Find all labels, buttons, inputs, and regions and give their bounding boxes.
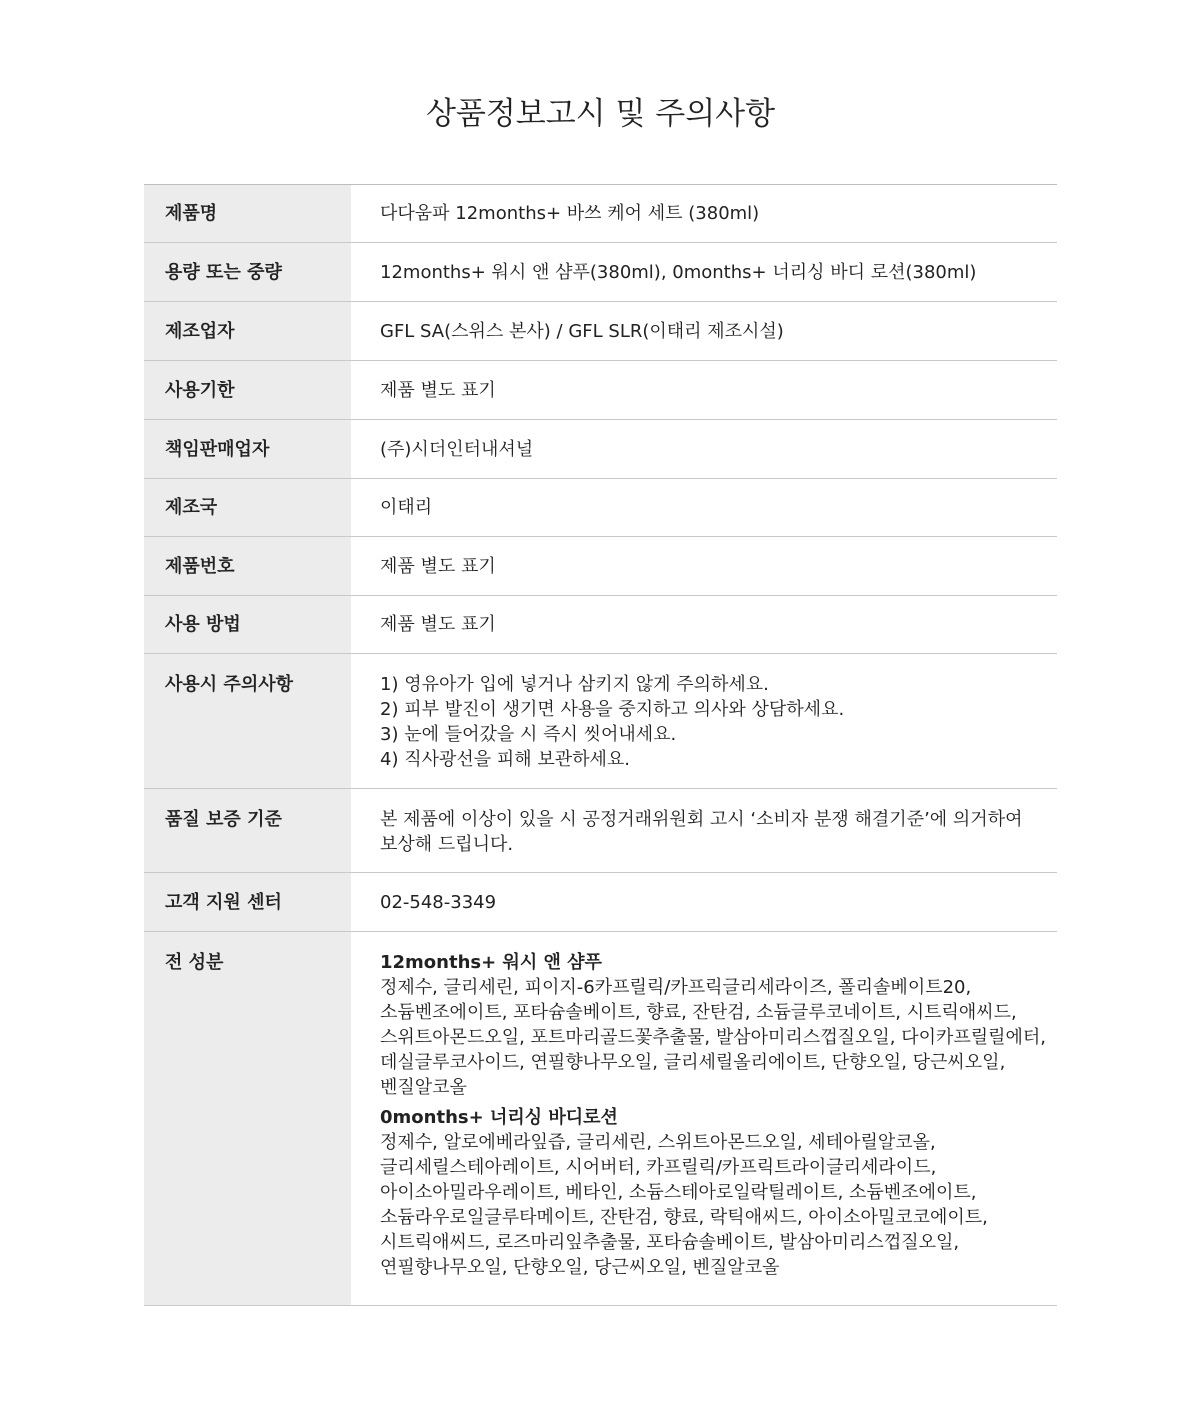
ingredient-line: 아이소아밀라우레이트, 베타인, 소듐스테아로일락틸레이트, 소듐벤조에이트, bbox=[380, 1182, 977, 1203]
info-row-expiry bbox=[144, 361, 1057, 420]
info-label: 사용시 주의사항 bbox=[144, 654, 351, 788]
page-title: 상품정보고시 및 주의사항 bbox=[425, 96, 776, 132]
info-row-country bbox=[144, 479, 1057, 537]
info-value: GFL SA(스위스 본사) / GFL SLR(이태리 제조시설) bbox=[380, 320, 784, 342]
info-row-product-name bbox=[144, 185, 1057, 243]
info-row-distributor bbox=[144, 420, 1057, 479]
info-label: 제조업자 bbox=[144, 302, 351, 360]
ingredient-product-name: 12months+ 워시 앤 샴푸 bbox=[380, 952, 602, 973]
info-label: 제품명 bbox=[144, 185, 351, 242]
support-phone: 02-548-3349 bbox=[380, 891, 497, 913]
ingredient-line: 정제수, 글리세린, 피이지-6카프릴릭/카프릭글리세라이즈, 폴리솔베이트20, bbox=[380, 977, 972, 998]
quality-line: 보상해 드립니다. bbox=[380, 834, 514, 855]
info-label: 사용 방법 bbox=[144, 596, 351, 653]
info-row-usage bbox=[144, 596, 1057, 654]
ingredient-line: 소듐라우로일글루타메이트, 잔탄검, 향료, 락틱애씨드, 아이소아밀코코에이트, bbox=[380, 1207, 988, 1228]
info-row-capacity bbox=[144, 243, 1057, 302]
ingredient-product-name: 0months+ 너리싱 바디로션 bbox=[380, 1107, 618, 1128]
ingredients-list bbox=[351, 932, 1057, 1305]
ingredient-line: 시트릭애씨드, 로즈마리잎추출물, 포타슘솔베이트, 발삼아미리스껍질오일, bbox=[380, 1232, 960, 1253]
ingredient-line: 소듐벤조에이트, 포타슘솔베이트, 향료, 잔탄검, 소듐글루코네이트, 시트릭애씨드, bbox=[380, 1002, 1017, 1023]
info-row-product-number bbox=[144, 537, 1057, 596]
info-label: 고객 지원 센터 bbox=[144, 873, 351, 931]
ingredient-line: 데실글루코사이드, 연필향나무오일, 글리세릴올리에이트, 단향오일, 당근씨오일, bbox=[380, 1052, 1006, 1073]
info-value: 다다움파 12months+ 바쓰 케어 세트 (380ml) bbox=[380, 203, 760, 224]
info-value: 제품 별도 표기 bbox=[380, 614, 496, 635]
info-row-ingredients bbox=[144, 932, 1057, 1306]
caution-line: 3) 눈에 들어갔을 시 즉시 씻어내세요. bbox=[380, 724, 677, 745]
ingredient-line: 연필향나무오일, 단향오일, 당근씨오일, 벤질알코올 bbox=[380, 1257, 780, 1278]
quality-line: 본 제품에 이상이 있을 시 공정거래위원회 고시 ‘소비자 분쟁 해결기준’에 의거하여 bbox=[380, 809, 1023, 830]
caution-line: 4) 직사광선을 피해 보관하세요. bbox=[380, 749, 631, 770]
info-row-support bbox=[144, 873, 1057, 932]
info-value: (주)시더인터내셔널 bbox=[380, 438, 534, 460]
info-label: 제품번호 bbox=[144, 537, 351, 595]
caution-line: 1) 영유아가 입에 넣거나 삼키지 않게 주의하세요. bbox=[380, 674, 769, 695]
info-value: 12months+ 워시 앤 샴푸(380ml), 0months+ 너리싱 바디 로션(380ml) bbox=[380, 261, 977, 283]
quality-text bbox=[351, 789, 1057, 872]
info-value: 제품 별도 표기 bbox=[380, 379, 496, 401]
ingredient-line: 정제수, 알로에베라잎즙, 글리세린, 스위트아몬드오일, 세테아릴알코올, bbox=[380, 1132, 936, 1153]
cautions-list bbox=[351, 654, 1057, 788]
info-label: 책임판매업자 bbox=[144, 420, 351, 478]
info-value: 이태리 bbox=[380, 497, 433, 518]
ingredient-line: 벤질알코올 bbox=[380, 1077, 467, 1098]
info-label: 제조국 bbox=[144, 479, 351, 536]
ingredient-block bbox=[380, 1105, 1047, 1280]
ingredient-line: 글리세릴스테아레이트, 시어버터, 카프릴릭/카프릭트라이글리세라이드, bbox=[380, 1157, 937, 1178]
info-label: 용량 또는 중량 bbox=[144, 243, 351, 301]
info-row-manufacturer bbox=[144, 302, 1057, 361]
ingredient-line: 스위트아몬드오일, 포트마리골드꽃추출물, 발삼아미리스껍질오일, 다이카프릴릴에터, bbox=[380, 1027, 1047, 1048]
info-label: 사용기한 bbox=[144, 361, 351, 419]
info-row-cautions bbox=[144, 654, 1057, 789]
info-label: 품질 보증 기준 bbox=[144, 789, 351, 872]
info-label: 전 성분 bbox=[144, 932, 351, 1305]
caution-line: 2) 피부 발진이 생기면 사용을 중지하고 의사와 상담하세요. bbox=[380, 699, 845, 720]
product-info-table bbox=[144, 184, 1057, 1306]
ingredient-block bbox=[380, 950, 1047, 1100]
info-row-quality bbox=[144, 789, 1057, 873]
info-value: 제품 별도 표기 bbox=[380, 555, 496, 577]
